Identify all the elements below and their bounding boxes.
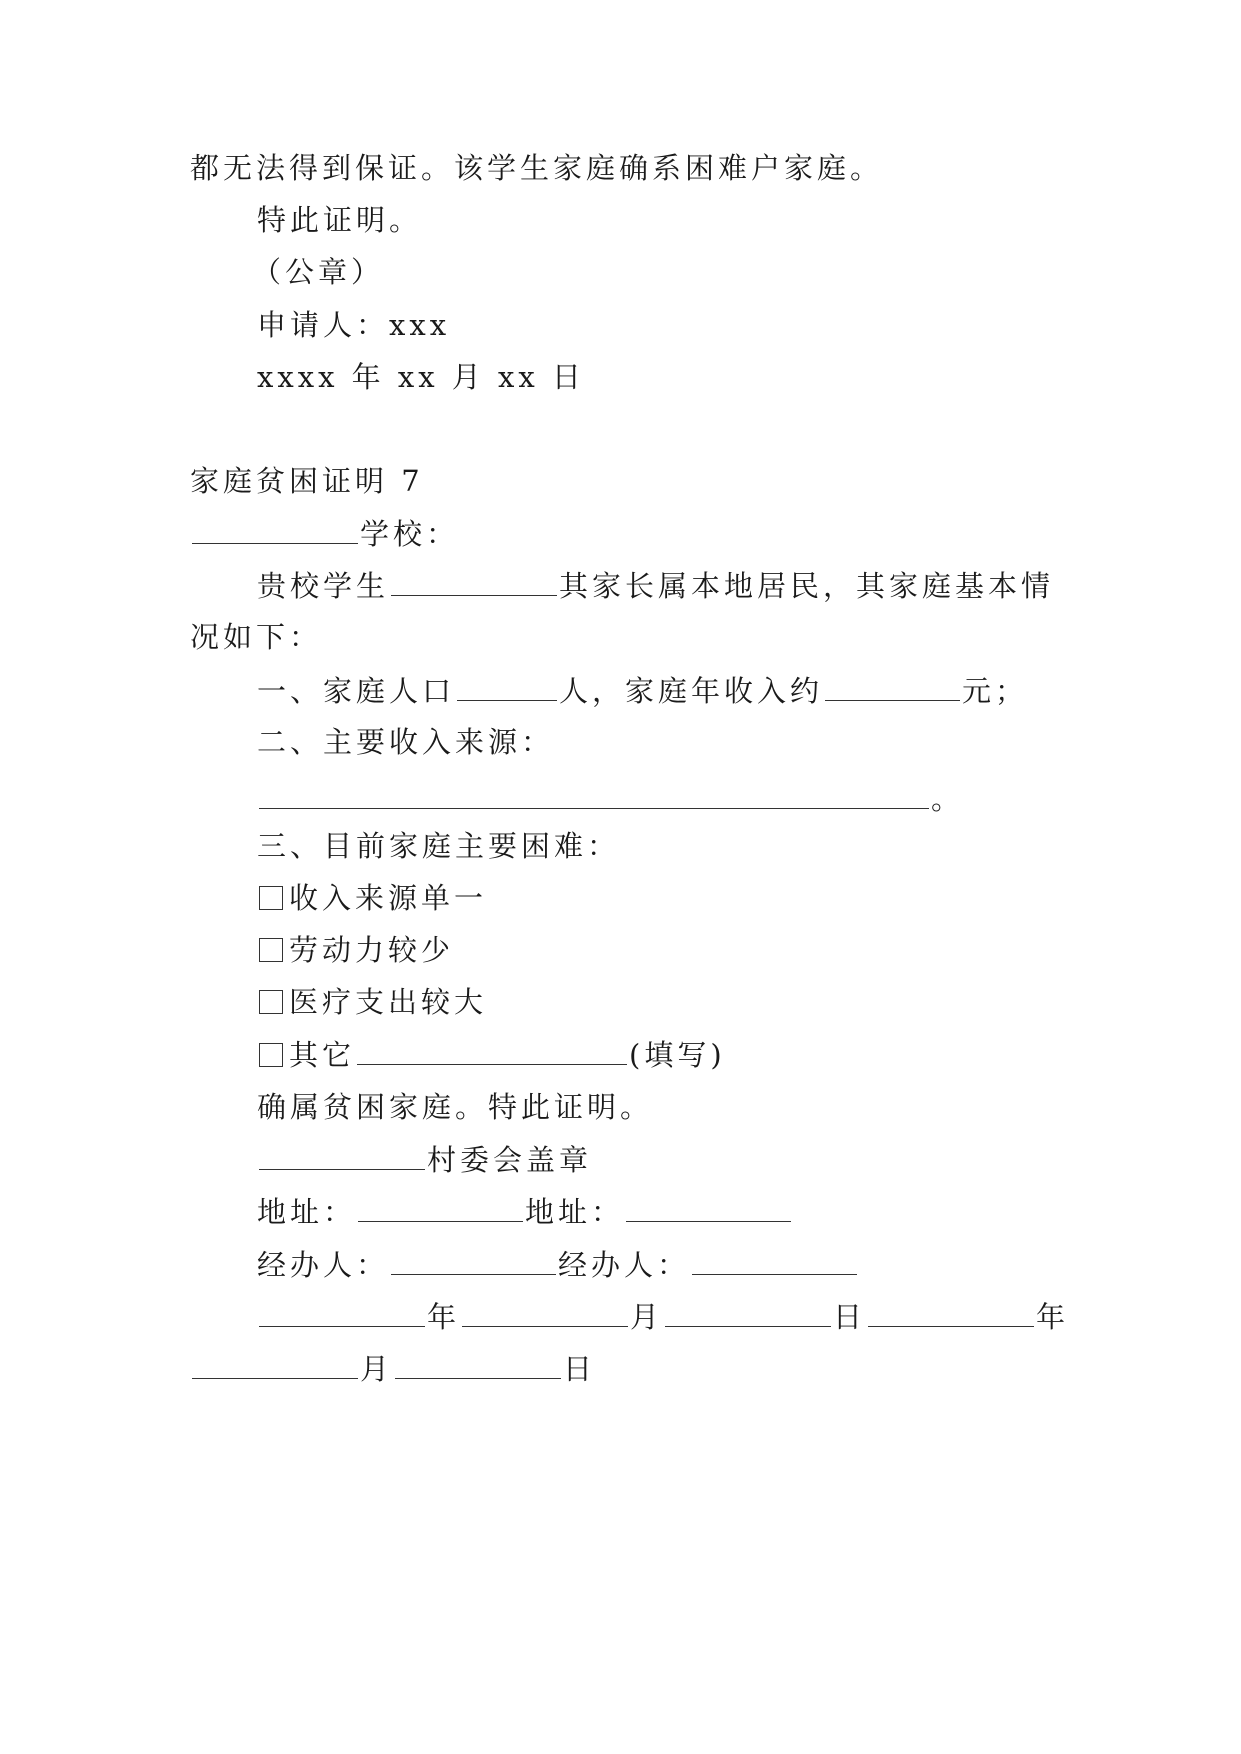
village-blank	[259, 1139, 425, 1170]
item-population-income: 一、家庭人口 人，家庭年收入约 元；	[257, 670, 1028, 710]
day-blank	[395, 1348, 561, 1379]
intro-line: 贵校学生 其家长属本地居民，其家庭基本情	[257, 565, 1054, 605]
intro-continuation: 况如下：	[190, 620, 323, 654]
year-blank	[868, 1296, 1034, 1327]
checkbox-icon	[259, 886, 283, 910]
item-income-source: 二、主要收入来源：	[257, 725, 555, 759]
option-single-income: 收入来源单一	[257, 878, 487, 918]
handler-line: 经办人： 经办人：	[257, 1244, 859, 1284]
day-blank	[665, 1296, 831, 1327]
handler-blank	[391, 1244, 556, 1275]
month-blank	[192, 1348, 358, 1379]
student-name-blank	[391, 565, 557, 596]
option-medical: 医疗支出较大	[257, 982, 487, 1022]
date-blanks-continuation: 月 日	[190, 1348, 596, 1388]
school-name-blank	[192, 513, 358, 544]
certificate-title: 家庭贫困证明 7	[190, 464, 424, 498]
item-difficulties: 三、目前家庭主要困难：	[257, 829, 621, 863]
address-line: 地址： 地址：	[257, 1191, 793, 1231]
population-blank	[457, 670, 557, 701]
handler-blank	[692, 1244, 857, 1275]
address-blank	[358, 1191, 523, 1222]
year-blank	[259, 1296, 425, 1327]
income-source-line: 。	[257, 778, 964, 818]
address-blank	[626, 1191, 791, 1222]
school-line: 学校：	[190, 513, 459, 553]
continuation-text: 都无法得到保证。该学生家庭确系困难户家庭。	[190, 151, 884, 185]
income-source-blank	[259, 778, 929, 809]
checkbox-icon	[259, 938, 283, 962]
checkbox-icon	[259, 990, 283, 1014]
option-other: 其它 (填写)	[257, 1034, 726, 1074]
income-blank	[825, 670, 960, 701]
checkbox-icon	[259, 1043, 283, 1067]
other-blank	[357, 1034, 627, 1065]
village-seal-line: 村委会盖章	[257, 1139, 592, 1179]
applicant-line: 申请人：xxx	[257, 308, 451, 342]
option-few-labor: 劳动力较少	[257, 930, 454, 970]
certify-text: 特此证明。	[257, 203, 423, 237]
date-blanks-line: 年 月 日 年	[257, 1296, 1069, 1336]
date-line: xxxx 年 xx 月 xx 日	[257, 360, 585, 394]
month-blank	[462, 1296, 628, 1327]
seal-text: （公章）	[252, 255, 385, 289]
confirm-line: 确属贫困家庭。特此证明。	[257, 1090, 654, 1124]
